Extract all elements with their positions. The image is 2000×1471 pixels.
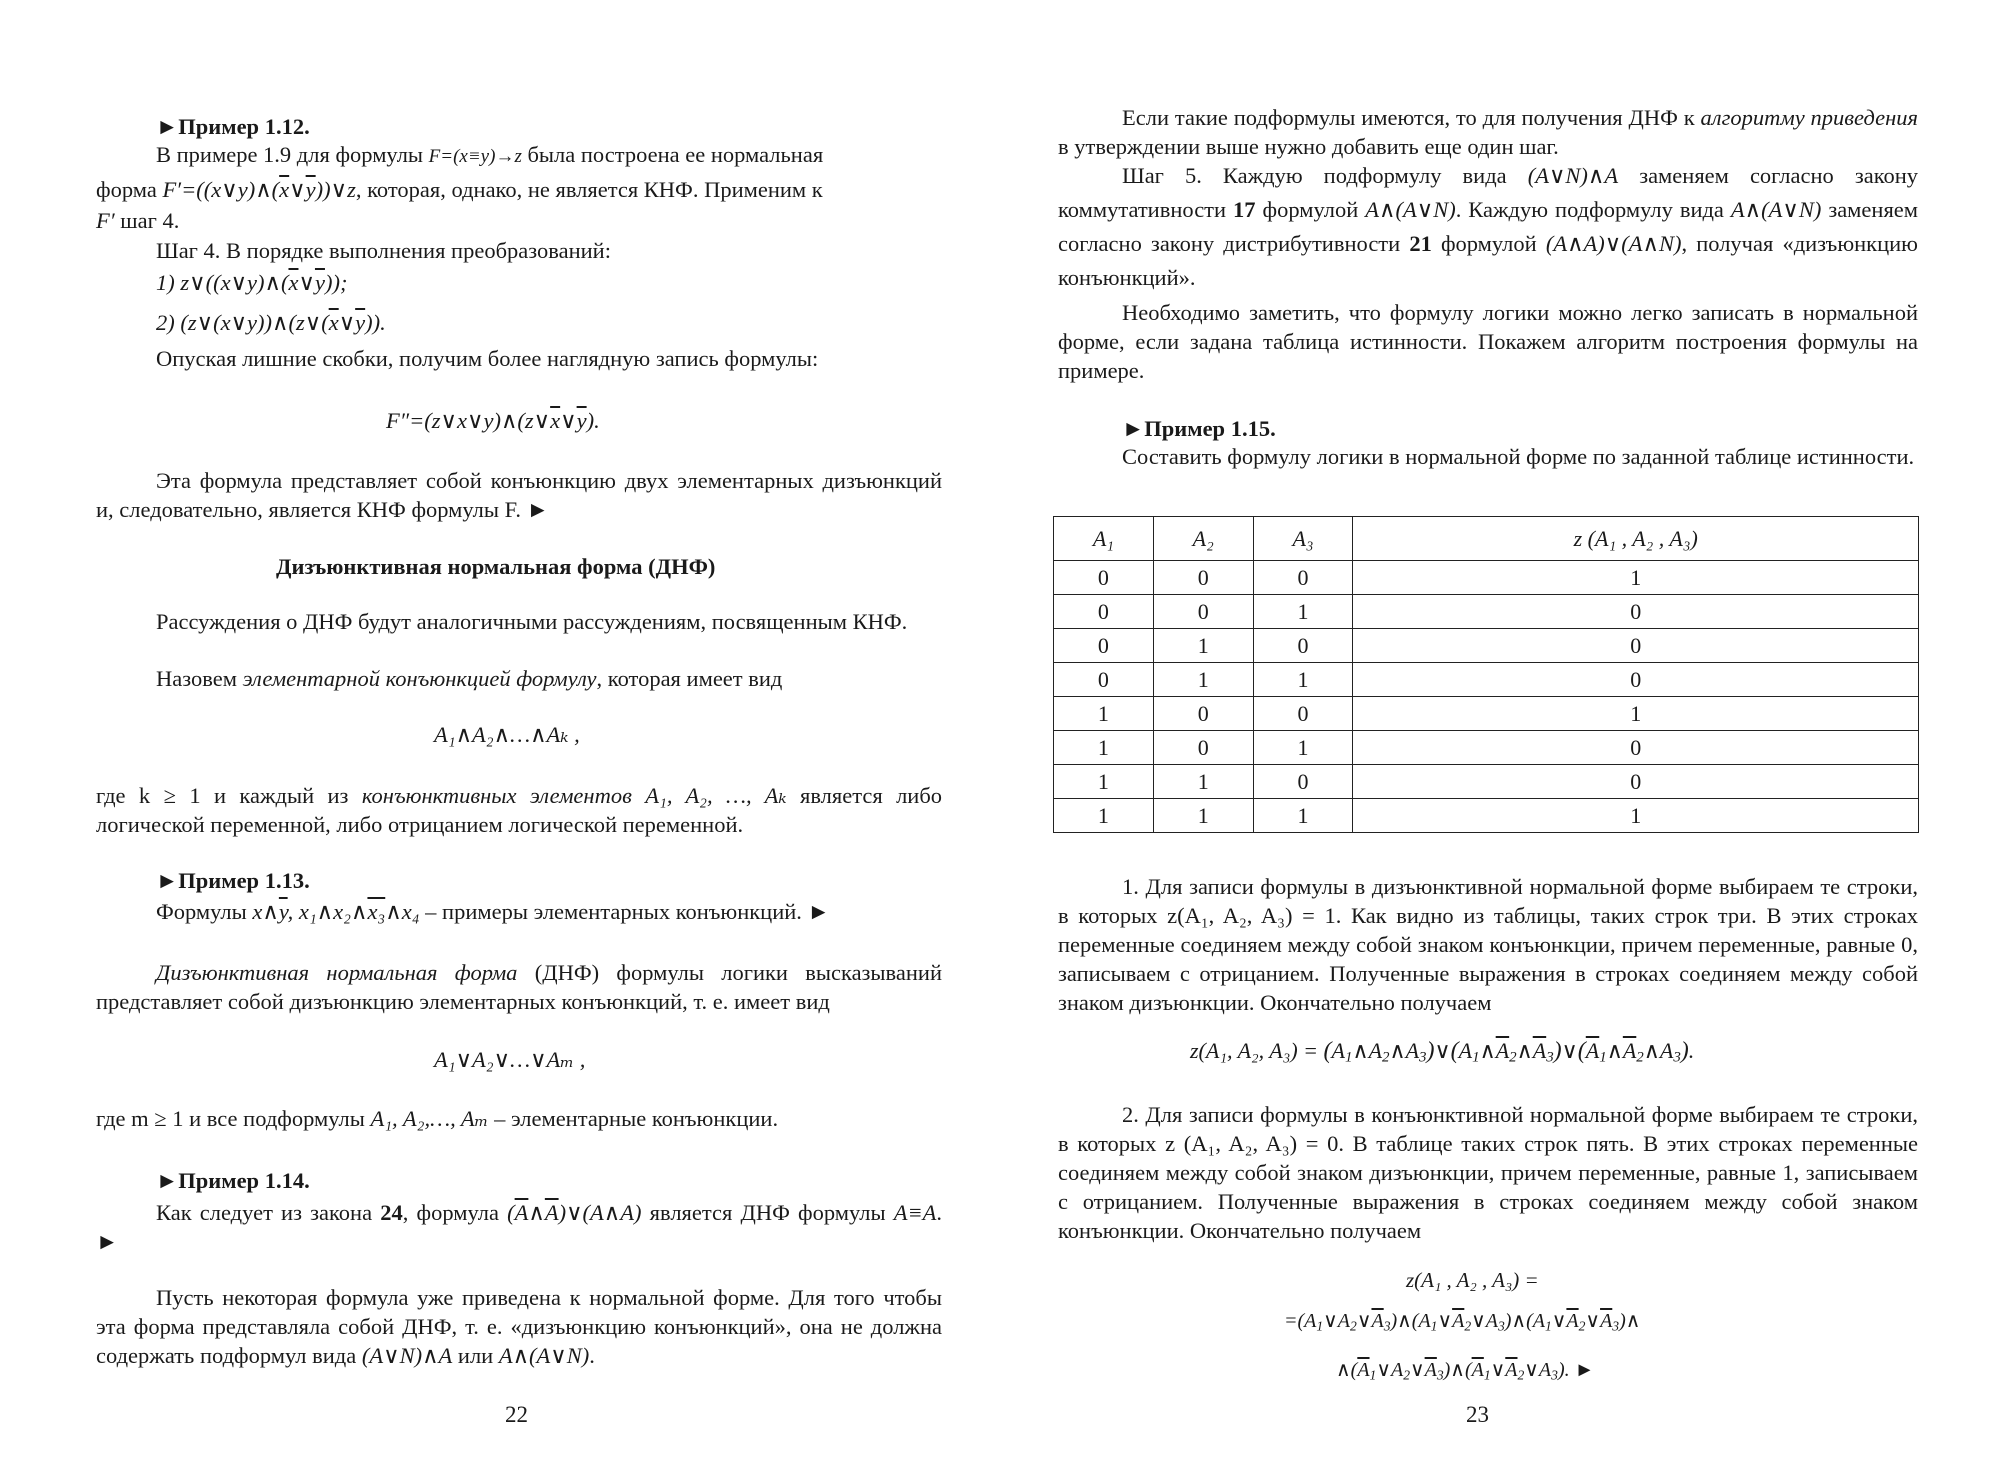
knf-step: 2. Для записи формулы в конъюнктивной нормальной форме выбираем те строки, в которых z (A₁, A₂, A₃) = 0. В таблице таких строк пять. В этих строках переменные соединяем между собой знаком дизъюнкции, причем переменные, равные 1, записываем с отрицанием. Полученные выражения в строках соединяем между собой знаком конъюнкции. Окончательно получаем [1058,1102,1918,1243]
table-cell: 0 [1054,629,1154,663]
table-cell: 0 [1153,595,1253,629]
table-cell: 1 [1054,799,1154,833]
table-cell: 1 [1253,663,1353,697]
ex112-conclusion: Эта формула представляет собой конъюнкцию двух элементарных дизъюнкций и, следовательно, является КНФ формулы F. ► [96,468,942,522]
truth-table [1053,516,1919,833]
formula-f-double-prime: $F''=(z\vee x\vee y)\wedge(z\vee\overline{x}\vee\overline{y})$. [386,408,600,433]
where-m-text: где m ≥ 1 и все подформулы A₁, A₂,…, Aₘ – элементарные конъюнкции. [96,1106,779,1131]
last-paragraph: Пусть некоторая формула уже приведена к нормальной форме. Для того чтобы эта форма представляла собой ДНФ, т. е. «дизъюнкцию конъюнкций», она не должна содержать подформул вида (A∨N)∧A или A∧(A∨N). [96,1285,942,1368]
table-cell: 0 [1353,765,1919,799]
conjunction-formula: A₁∧A₂∧…∧Aₖ , [434,722,580,747]
table-row [1054,561,1919,595]
table-cell: 1 [1353,697,1919,731]
example-1-15-title: ►Пример 1.15. [1122,416,1276,441]
where-k-text: где k ≥ 1 и каждый из конъюнктивных элементов A₁, A₂, …, Aₖ является либо логической переменной, либо отрицанием логической переменной. [96,783,943,837]
table-cell: 1 [1253,595,1353,629]
step-4: Шаг 4. В порядке выполнения преобразований: [156,238,611,263]
example-1-14-title: ►Пример 1.14. [156,1168,310,1193]
ex112-line1: В примере 1.9 для формулы F=(x≡y)→z была построена ее нормальная [156,142,824,167]
step-4-item-1: 1) $z\vee((x\vee y)\wedge(\overline{x}\vee\overline{y}))$; [156,270,348,295]
knf-result-line2: $\wedge(\overline{A}_1\vee A_2\vee\overline{A}_3)\wedge(\overline{A}_1\vee\overline{A}_2\vee A_3)$. ► [1336,1359,1595,1383]
simplify-text: Опуская лишние скобки, получим более наглядную запись формулы: [156,346,819,371]
disjunction-formula: A₁∨A₂∨…∨Aₘ , [434,1047,586,1072]
table-cell: 0 [1253,561,1353,595]
ex112-line3: F′ шаг 4. [96,208,180,233]
table-cell: 0 [1353,595,1919,629]
table-cell: 0 [1153,697,1253,731]
header-z: z (A₁ , A₂ , A₃) [1353,517,1919,561]
knf-result-line1: $=(A_1\vee A_2\vee\overline{A}_3)\wedge(A_1\vee\overline{A}_2\vee A_3)\wedge(A_1\vee\overline{A}_2\vee\overline{A}_3)\wedge$ [1284,1310,1641,1334]
dnf-definition: Дизъюнктивная нормальная форма (ДНФ) формулы логики высказываний представляет собой дизъюнкцию элементарных конъюнкций, т. е. имеет вид [96,960,942,1014]
truth-table-note: Необходимо заметить, что формулу логики можно легко записать в нормальной форме, если задана таблица истинности. Покажем алгоритм построения формулы на примере. [1058,300,1918,383]
dnf-result-formula: z(A₁, A₂, $A_3) = (A_1\wedge A_2\wedge A_3)\vee(A_1\wedge\overline{A}_2\wedge\overline{A}_3)\vee(\overline{A}_1\wedge\overline{A}_2\wedge A_3)$. [1190,1038,1695,1066]
page-number-left: 22 [505,1402,528,1427]
table-cell: 1 [1054,765,1154,799]
table-cell: 0 [1054,663,1154,697]
table-row [1054,697,1919,731]
table-row [1054,663,1919,697]
table-cell: 0 [1353,731,1919,765]
table-cell: 1 [1353,799,1919,833]
table-cell: 0 [1253,697,1353,731]
ex112-line2: форма $F'=((x\vee y)\wedge(\overline{x}\vee\overline{y}))\vee z$, которая, однако, не является КНФ. Применим к [96,177,823,202]
table-row [1054,765,1919,799]
table-cell: 0 [1353,663,1919,697]
table-row [1054,595,1919,629]
example-1-13-title: ►Пример 1.13. [156,868,310,893]
ex114-text: Как следует из закона 24, формула $(\overline{A}\wedge\overline{A})\vee(A\wedge A)$ является ДНФ формулы A≡A. ► [96,1200,943,1254]
table-cell: 1 [1353,561,1919,595]
table-cell: 0 [1353,629,1919,663]
table-cell: 1 [1054,731,1154,765]
table-cell: 0 [1054,561,1154,595]
table-cell: 1 [1153,765,1253,799]
table-cell: 1 [1253,731,1353,765]
header-a2: A₂ [1153,517,1253,561]
dnf-paragraph-2: Назовем элементарной конъюнкцией формулу, которая имеет вид [156,666,783,691]
right-paragraph-1: Если такие подформулы имеются, то для получения ДНФ к алгоритму приведения в утверждении выше нужно добавить еще один шаг. [1058,105,1919,159]
table-cell: 1 [1153,799,1253,833]
page-number-right: 23 [1466,1402,1489,1427]
truth-table-body [1054,561,1919,833]
table-cell: 1 [1153,629,1253,663]
table-cell: 1 [1253,799,1353,833]
table-cell: 0 [1054,595,1154,629]
table-cell: 0 [1253,629,1353,663]
table-cell: 1 [1153,663,1253,697]
table-cell: 0 [1153,561,1253,595]
table-row [1054,629,1919,663]
formula-f-prime: $F'=((x\vee y)\wedge(\overline{x}\vee\overline{y}))\vee z$ [162,177,356,202]
header-a3: A₃ [1253,517,1353,561]
step-4-item-2: 2) $(z\vee(x\vee y))\wedge(z\vee(\overline{x}\vee\overline{y}))$. [156,310,386,335]
table-cell: 0 [1253,765,1353,799]
table-row [1054,731,1919,765]
table-cell: 1 [1054,697,1154,731]
step-5: Шаг 5. Каждую подформулу вида (A∨N)∧A заменяем согласно закону коммутативности 17 формулой A∧(A∨N). Каждую подформулу вида A∧(A∨N) заменяем согласно закону дистрибутивности 21 формулой (A∧A)∨(A∧N), получая «дизъюнкцию конъюнкций». [1058,163,1919,290]
table-header-row [1054,517,1919,561]
example-1-12-title: ►Пример 1.12. [156,114,310,139]
knf-result-lhs: z(A₁ , A₂ , A₃) = [1406,1268,1539,1292]
dnf-step: 1. Для записи формулы в дизъюнктивной нормальной форме выбираем те строки, в которых z(A₁, A₂, A₃) = 1. Как видно из таблицы, таких строк три. В этих строках переменные соединяем между собой знаком конъюнкции, причем переменные, равные 0, записываем с отрицанием. Полученные выражения в строках соединяем между собой знаком дизъюнкции. Окончательно получаем [1058,874,1918,1015]
end-of-example-mark: ► [1574,1359,1595,1381]
dnf-paragraph-1: Рассуждения о ДНФ будут аналогичными рассуждениям, посвященным КНФ. [156,609,908,634]
table-row [1054,799,1919,833]
table-cell: 0 [1153,731,1253,765]
header-a1: A₁ [1054,517,1154,561]
ex113-text: Формулы $x\wedge\overline{y}$, x₁∧x₂∧x₃∧x₄ – примеры элементарных конъюнкций. ► [156,899,830,924]
dnf-heading: Дизъюнктивная нормальная форма (ДНФ) [276,554,716,579]
ex115-text: Составить формулу логики в нормальной форме по заданной таблице истинности. [1122,444,1915,469]
